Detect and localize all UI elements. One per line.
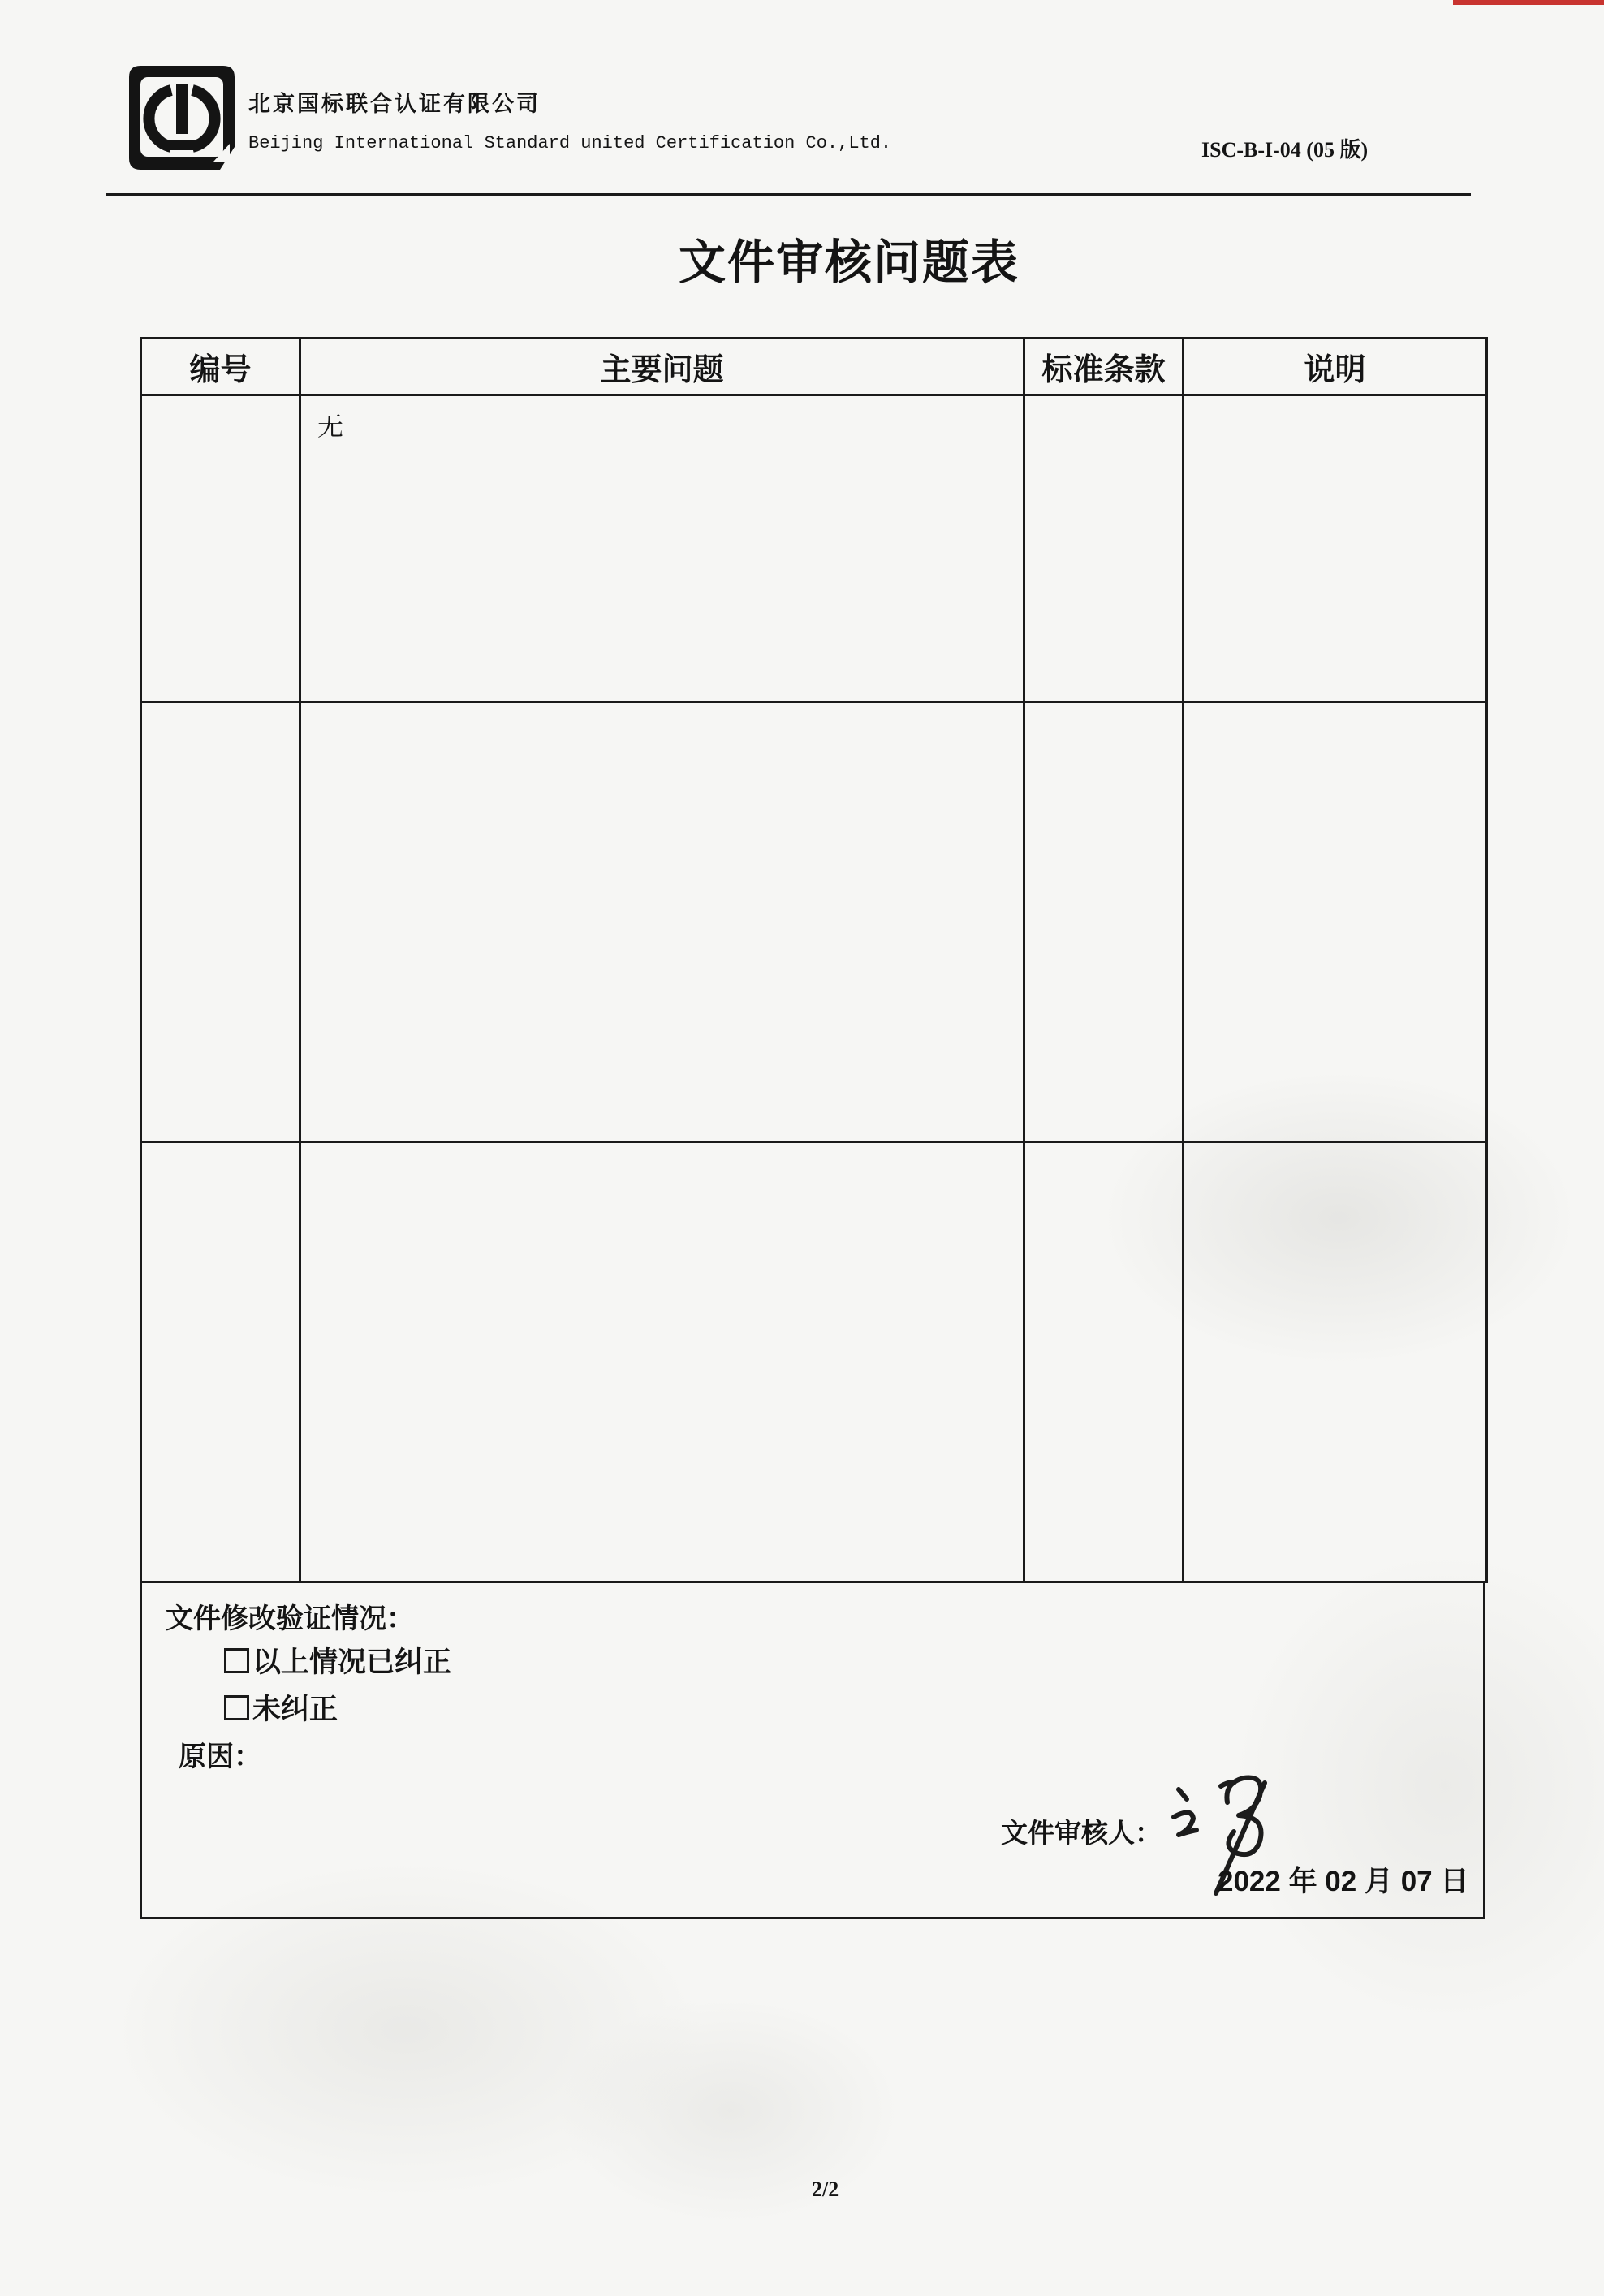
option-not-corrected [224,1687,338,1728]
table-row [141,1142,1487,1582]
column-header-number: 编号 [141,339,300,395]
cell-number [141,395,300,702]
column-header-note: 说明 [1184,339,1487,395]
column-header-issue: 主要问题 [300,339,1024,395]
cell-note [1184,395,1487,702]
checkbox-empty-icon [224,1695,249,1720]
cell-issue [300,702,1024,1142]
cell-number [141,702,300,1142]
cell-number [141,1142,300,1582]
reviewer-label: 文件审核人： [1001,1817,1162,1849]
cell-issue [300,395,1024,702]
checkbox-empty-icon [224,1648,249,1673]
page-number: 2/2 [812,2177,839,2201]
red-edge-mark [1453,0,1604,5]
table-row [141,395,1487,702]
option-not-corrected-label: 未纠正 [252,1693,338,1726]
document-title: 文件审核问题表 [678,235,1020,290]
header-divider [106,193,1471,196]
cell-note [1184,702,1487,1142]
cell-issue [300,1142,1024,1582]
company-name-en: Beijing International Standard united Certification Co.,Ltd. [248,133,892,153]
option-corrected [224,1640,451,1681]
cell-clause [1024,395,1184,702]
verification-heading: 文件修改验证情况： [166,1603,414,1635]
reason-label: 原因： [179,1741,261,1773]
cell-clause [1024,1142,1184,1582]
review-date: 2022 年 02 月 07 日 [1218,1866,1469,1897]
table-header-row [141,339,1487,395]
table-row [141,702,1487,1142]
cell-note [1184,1142,1487,1582]
column-header-clause: 标准条款 [1024,339,1184,395]
cell-clause [1024,702,1184,1142]
issue-text: 无 [317,411,344,442]
company-name-cn: 北京国标联合认证有限公司 [248,92,541,117]
option-corrected-label: 以上情况已纠正 [252,1646,452,1679]
review-issue-table [140,337,1488,1583]
form-code: ISC-B-I-04 (05 版) [1201,138,1369,162]
company-logo-icon [129,66,235,170]
